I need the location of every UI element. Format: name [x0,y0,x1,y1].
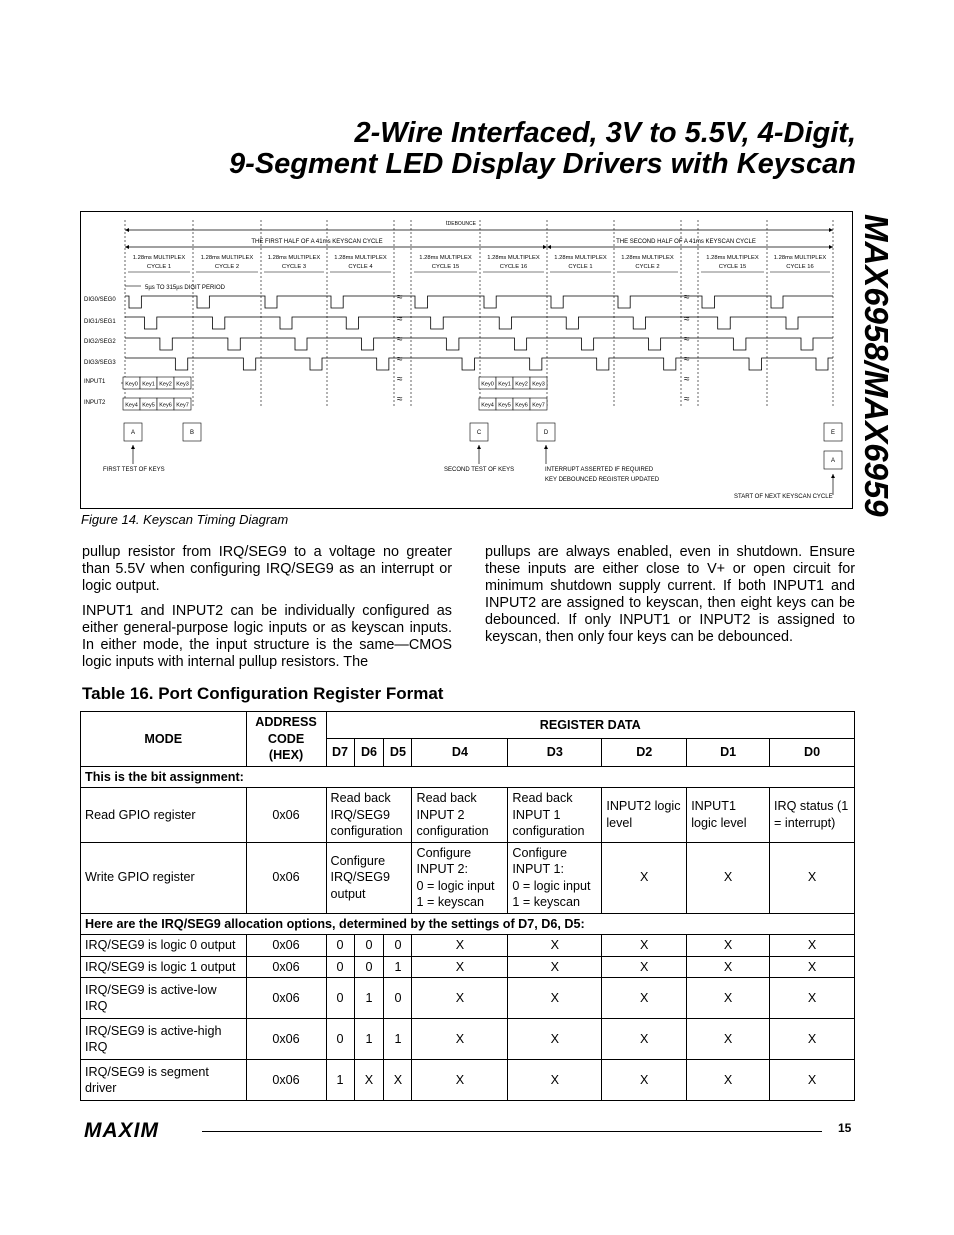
marker-label: A [130,430,136,436]
cell-d6: X [354,1060,384,1101]
break-symbol: ≈ [684,292,690,303]
break-symbol: ≈ [397,354,403,365]
key-label: Key7 [532,402,545,409]
break-symbol: ≈ [397,334,403,345]
key-label: Key7 [176,402,189,409]
port-config-table [80,711,855,1101]
table-row [81,788,855,843]
tdebounce-subscript: DEBOUNCE [447,221,477,227]
cell-d3: X [508,956,602,978]
signal-label: DIG2/SEG2 [84,339,116,345]
key-label: Key2 [515,381,528,388]
cell-d1: X [687,956,770,978]
section-row [81,766,855,788]
cycle-label: CYCLE 15 [431,264,460,270]
cell-d4: X [412,956,508,978]
table-header-row [81,712,855,739]
cell-d765: Configure IRQ/SEG9 output [326,842,412,913]
cycle-label: CYCLE 15 [718,264,747,270]
header-mode: MODE [81,712,247,767]
digit-waveform [125,358,833,370]
arrow-head [477,445,481,449]
note-label: START OF NEXT KEYSCAN CYCLE [734,494,833,500]
cell-d6: 0 [354,956,384,978]
title-line-1: 2-Wire Interfaced, 3V to 5.5V, 4-Digit, [354,117,856,149]
header-d0: D0 [770,739,855,766]
cell-d0: IRQ status (1 = interrupt) [770,788,855,843]
cell-mode: IRQ/SEG9 is logic 1 output [81,956,247,978]
paragraph: pullups are always enabled, even in shutdown. Ensure these inputs are either close to V+ or open circuit for minimum shutdown supply current. If both INPUT1 and INPUT2 are assigned to keyscan, then eight keys can be debounced. If only INPUT1 or INPUT2 is assigned to keyscan, then only four keys can be debounced. [485,544,855,645]
cell-d7: 0 [326,935,354,957]
tdebounce-prefix: t [445,221,448,227]
cell-d4: X [412,935,508,957]
signal-label: DIG3/SEG3 [84,360,116,366]
note-label: INTERRUPT ASSERTED IF REQUIRED [545,467,654,473]
cell-d765: Read back IRQ/SEG9 configuration [326,788,412,843]
cycle-label: CYCLE 4 [348,264,373,270]
section-label: Here are the IRQ/SEG9 allocation options, determined by the settings of D7, D6, D5: [81,913,855,935]
cell-d7: 0 [326,978,354,1019]
arrow-head [125,228,129,232]
break-symbol: ≈ [397,292,403,303]
header-d7: D7 [326,739,354,766]
cell-d3 [508,842,602,913]
cycle-label: CYCLE 1 [568,264,593,270]
break-symbol: ≈ [684,394,690,405]
header-d4: D4 [412,739,508,766]
cell-addr: 0x06 [246,1060,326,1101]
cell-d5: X [384,1060,412,1101]
cell-d3: X [508,1060,602,1101]
cell-d4: X [412,1019,508,1060]
cycle-label: 1.28ms MULTIPLEX [621,255,674,261]
cell-addr: 0x06 [246,978,326,1019]
key-label: Key6 [159,402,172,409]
key-label: Key3 [176,381,189,388]
cell-d2: X [602,956,687,978]
body-column-left [82,544,452,679]
cell-d1: X [687,842,770,913]
maxim-logo: MAXIM [84,1119,159,1142]
break-symbol: ≈ [684,354,690,365]
marker-label: A [830,458,836,464]
cell-d1: X [687,935,770,957]
header-d5: D5 [384,739,412,766]
cell-line: Configure INPUT 1: [512,845,567,876]
cell-d3: X [508,1019,602,1060]
section-label: This is the bit assignment: [81,766,855,788]
cell-d0: X [770,1060,855,1101]
cell-d0: X [770,956,855,978]
key-label: Key6 [515,402,528,409]
cell-d2: X [602,842,687,913]
digit-period-label: 5µs TO 315µs DIGIT PERIOD [145,285,225,291]
break-symbol: ≈ [684,374,690,385]
table-row [81,1019,855,1060]
key-label: Key0 [481,381,494,388]
table-title: Table 16. Port Configuration Register Format [82,684,444,703]
marker-label: D [543,430,549,436]
header-d2: D2 [602,739,687,766]
arrow-head [544,445,548,449]
key-label: Key5 [498,402,511,409]
cycle-label: 1.28ms MULTIPLEX [773,255,827,261]
cell-d0: X [770,935,855,957]
cell-addr: 0x06 [246,788,326,843]
break-symbol: ≈ [684,314,690,325]
arrow-head [131,445,135,449]
marker-label: B [189,430,195,436]
cycle-label: 1.28ms MULTIPLEX [334,255,387,261]
cell-d6: 1 [354,1019,384,1060]
cell-d1: INPUT1 logic level [687,788,770,843]
cycle-label: 1.28ms MULTIPLEX [554,255,607,261]
paragraph: INPUT1 and INPUT2 can be individually configured as either general-purpose logic inputs or as keyscan inputs. In either mode, the input structure is the same—CMOS logic inputs with internal pullup resistors. The [82,603,452,670]
figure-caption: Figure 14. Keyscan Timing Diagram [81,512,289,527]
cycle-label: 1.28ms MULTIPLEX [132,255,186,261]
cell-line: 0 = logic input [416,878,495,893]
key-label: Key3 [532,381,545,388]
cell-line: Configure INPUT 2: [416,845,472,876]
body-column-right [485,544,855,654]
timing-diagram-svg [81,212,854,510]
key-label: Key4 [125,402,138,409]
cell-d0: X [770,978,855,1019]
cycle-label: 1.28ms MULTIPLEX [200,255,254,261]
signal-label: DIG0/SEG0 [84,297,116,303]
arrow-head [125,245,129,249]
cycle-label: 1.28ms MULTIPLEX [487,255,540,261]
table-row [81,1060,855,1101]
page-title [229,118,856,180]
cell-d2: X [602,1019,687,1060]
alloc-rows [81,935,855,1101]
cell-d7: 0 [326,1019,354,1060]
cell-line: 0 = logic input [512,878,591,893]
cell-d2: X [602,935,687,957]
key-label: Key0 [125,381,138,388]
break-symbol: ≈ [684,334,690,345]
arrow-head [547,245,551,249]
cycle-label: CYCLE 16 [786,264,814,270]
key-label: Key1 [142,381,155,388]
cell-mode: IRQ/SEG9 is logic 0 output [81,935,247,957]
cell-d4: X [412,978,508,1019]
cell-d1: X [687,1019,770,1060]
cycle-label: 1.28ms MULTIPLEX [706,255,759,261]
second-half-label: THE SECOND HALF OF A 41ms KEYSCAN CYCLE [616,239,756,245]
header-d1: D1 [687,739,770,766]
cell-d5: 1 [384,1019,412,1060]
cycle-label: CYCLE 3 [281,264,307,270]
cycle-label: CYCLE 1 [146,264,172,270]
cycle-label: 1.28ms MULTIPLEX [267,255,321,261]
header-d3: D3 [508,739,602,766]
arrow-head [831,474,835,478]
cell-addr: 0x06 [246,935,326,957]
cell-d0: X [770,1019,855,1060]
cell-d5: 0 [384,978,412,1019]
title-line-2: 9-Segment LED Display Drivers with Keyscan [229,148,856,180]
cell-d1: X [687,1060,770,1101]
digit-waveform [125,338,833,350]
cell-d3: X [508,978,602,1019]
cell-line: 1 = keyscan [416,895,485,909]
cell-d5: 0 [384,935,412,957]
section-row [81,913,855,935]
key-label: Key4 [481,402,494,409]
cycle-label: CYCLE 16 [499,264,528,270]
cell-addr: 0x06 [246,956,326,978]
header-address: ADDRESS CODE (HEX) [246,712,326,767]
cell-d6: 0 [354,935,384,957]
footer-rule [202,1131,822,1132]
cell-addr: 0x06 [246,1019,326,1060]
arrow-head [829,228,833,232]
cycle-label: CYCLE 2 [214,264,240,270]
cell-d4: Read back INPUT 2 configuration [412,788,508,843]
cycle-label: 1.28ms MULTIPLEX [419,255,472,261]
cell-d0: X [770,842,855,913]
cell-mode: Write GPIO register [81,842,247,913]
cell-d2: X [602,1060,687,1101]
cell-line: 1 = keyscan [512,895,580,909]
cell-mode: IRQ/SEG9 is segment driver [81,1060,247,1101]
cell-mode: Read GPIO register [81,788,247,843]
side-part-number [858,214,904,532]
table-row [81,935,855,957]
cell-d4: X [412,1060,508,1101]
cell-d5: 1 [384,956,412,978]
first-half-label: THE FIRST HALF OF A 41ms KEYSCAN CYCLE [251,239,383,245]
note-label: FIRST TEST OF KEYS [103,467,165,473]
signal-label: DIG1/SEG1 [84,319,116,325]
key-label: Key5 [142,402,155,409]
cell-d1: X [687,978,770,1019]
digit-waveform [125,296,833,308]
paragraph: pullup resistor from IRQ/SEG9 to a voltage no greater than 5.5V when configuring IRQ/SEG9 as an interrupt or logic output. [82,544,452,594]
note-label: SECOND TEST OF KEYS [444,467,515,473]
arrow-head [829,245,833,249]
cell-d4 [412,842,508,913]
table-row [81,978,855,1019]
cell-d7: 1 [326,1060,354,1101]
part-number-text: MAX6958/MAX6959 [858,214,895,517]
note-label: KEY DEBOUNCED REGISTER UPDATED [545,477,660,483]
marker-label: C [476,430,482,436]
table-row [81,956,855,978]
signal-label: INPUT1 [84,379,106,385]
key-label: Key2 [159,381,172,388]
timing-diagram [80,211,853,509]
digit-waveform [125,317,833,329]
cell-d3: X [508,935,602,957]
header-register-data: REGISTER DATA [326,712,854,739]
cycle-label: CYCLE 2 [635,264,660,270]
tdebounce-label [446,221,477,227]
break-symbol: ≈ [397,374,403,385]
cell-d2: X [602,978,687,1019]
arrow-head [543,245,547,249]
header-d6: D6 [354,739,384,766]
cell-mode: IRQ/SEG9 is active-low IRQ [81,978,247,1019]
signal-label: INPUT2 [84,400,106,406]
cell-d2: INPUT2 logic level [602,788,687,843]
page-number: 15 [838,1121,852,1135]
key-label: Key1 [498,381,511,388]
cell-d7: 0 [326,956,354,978]
break-symbol: ≈ [397,394,403,405]
break-symbol: ≈ [397,314,403,325]
marker-label: E [830,430,836,436]
table-row [81,842,855,913]
cell-d6: 1 [354,978,384,1019]
cell-d3: Read back INPUT 1 configuration [508,788,602,843]
cell-mode: IRQ/SEG9 is active-high IRQ [81,1019,247,1060]
cell-addr: 0x06 [246,842,326,913]
